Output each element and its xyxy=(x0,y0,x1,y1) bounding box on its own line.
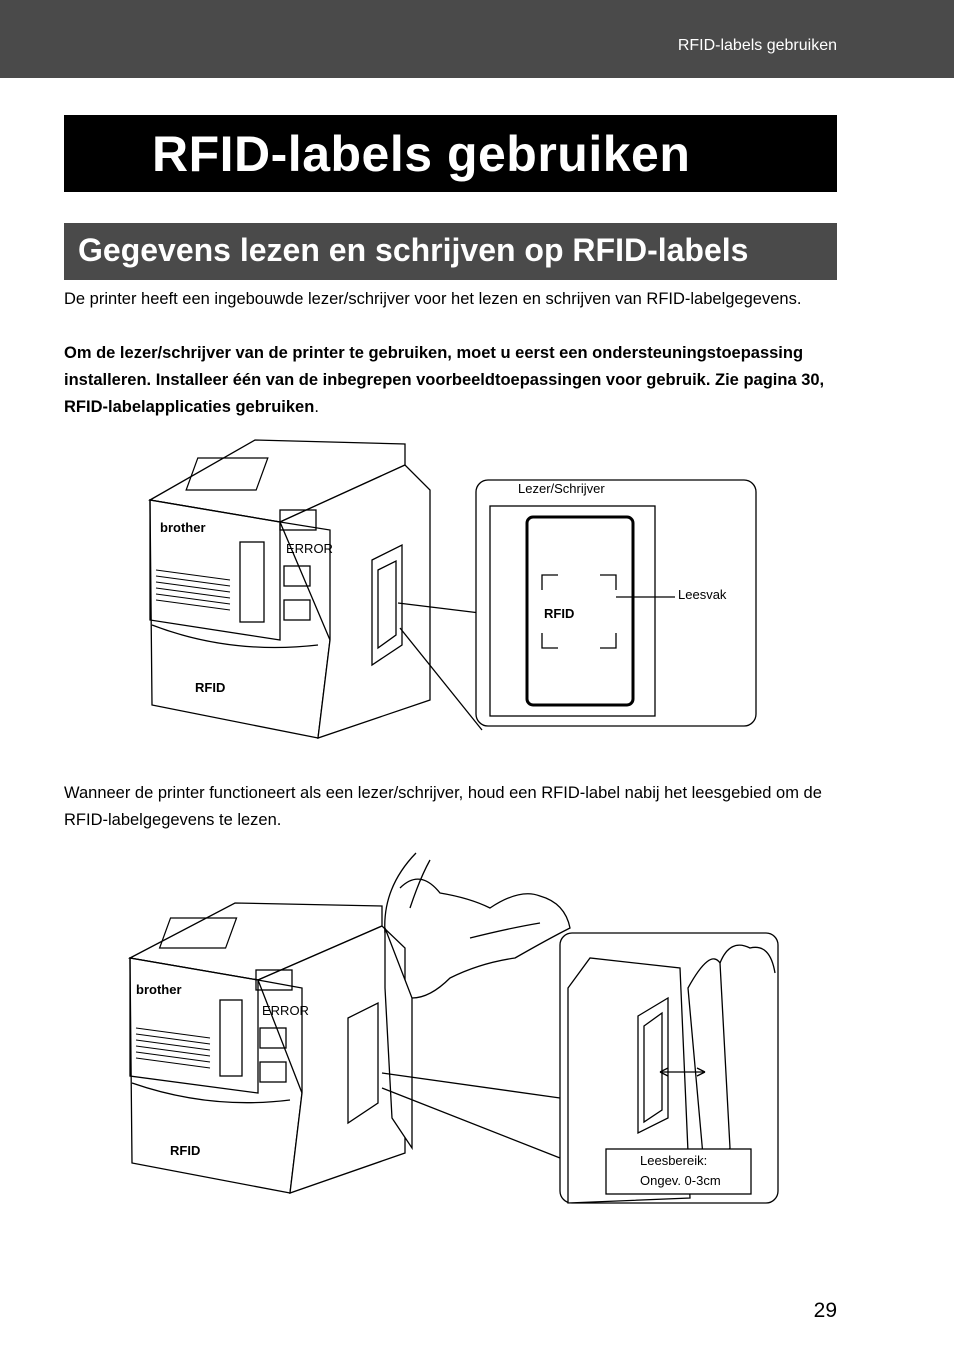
range-label-line1: Leesbereik: xyxy=(640,1153,708,1168)
page-number: 29 xyxy=(813,1299,837,1322)
instruction-paragraph xyxy=(64,340,844,421)
section-banner xyxy=(64,223,837,280)
printer-brand-text: brother xyxy=(160,520,206,535)
figure-printer-reader xyxy=(140,430,760,745)
printer-rfid-logo: RFID xyxy=(195,680,226,695)
printer2-brand-text: brother xyxy=(136,982,182,997)
section-title: Gegevens lezen en schrijven op RFID-labels xyxy=(78,232,749,268)
chapter-title: RFID-labels gebruiken xyxy=(152,126,691,182)
callout-title: Lezer/Schrijver xyxy=(518,481,605,496)
zoom-rfid-logo: RFID xyxy=(544,606,575,621)
instruction-end: . xyxy=(314,398,319,416)
range-label-line2: Ongev. 0-3cm xyxy=(640,1173,721,1188)
figure-reading-range xyxy=(120,848,785,1208)
instruction-text: Om de lezer/schrijver van de printer te gebruiken, moet u eerst een ondersteuningstoepassing installeren. Installeer één van de inbegrepen voorbeeldtoepassingen voor gebruik. Zie pagina 30, RFID-labelapplicaties gebruiken xyxy=(64,344,825,416)
callout-pointer-label: Leesvak xyxy=(678,587,727,602)
usage-paragraph: Wanneer de printer functioneert als een lezer/schrijver, houd een RFID-label nabij het leesgebied om de RFID-labelgegevens te lezen. xyxy=(64,784,822,829)
printer-error-label: ERROR xyxy=(286,541,333,556)
intro-paragraph: De printer heeft een ingebouwde lezer/schrijver voor het lezen en schrijven van RFID-labelgegevens. xyxy=(64,290,802,308)
header-bar xyxy=(0,0,954,78)
printer2-error-label: ERROR xyxy=(262,1003,309,1018)
chapter-banner xyxy=(64,115,837,192)
printer2-rfid-logo: RFID xyxy=(170,1143,201,1158)
running-title: RFID-labels gebruiken xyxy=(677,37,837,54)
